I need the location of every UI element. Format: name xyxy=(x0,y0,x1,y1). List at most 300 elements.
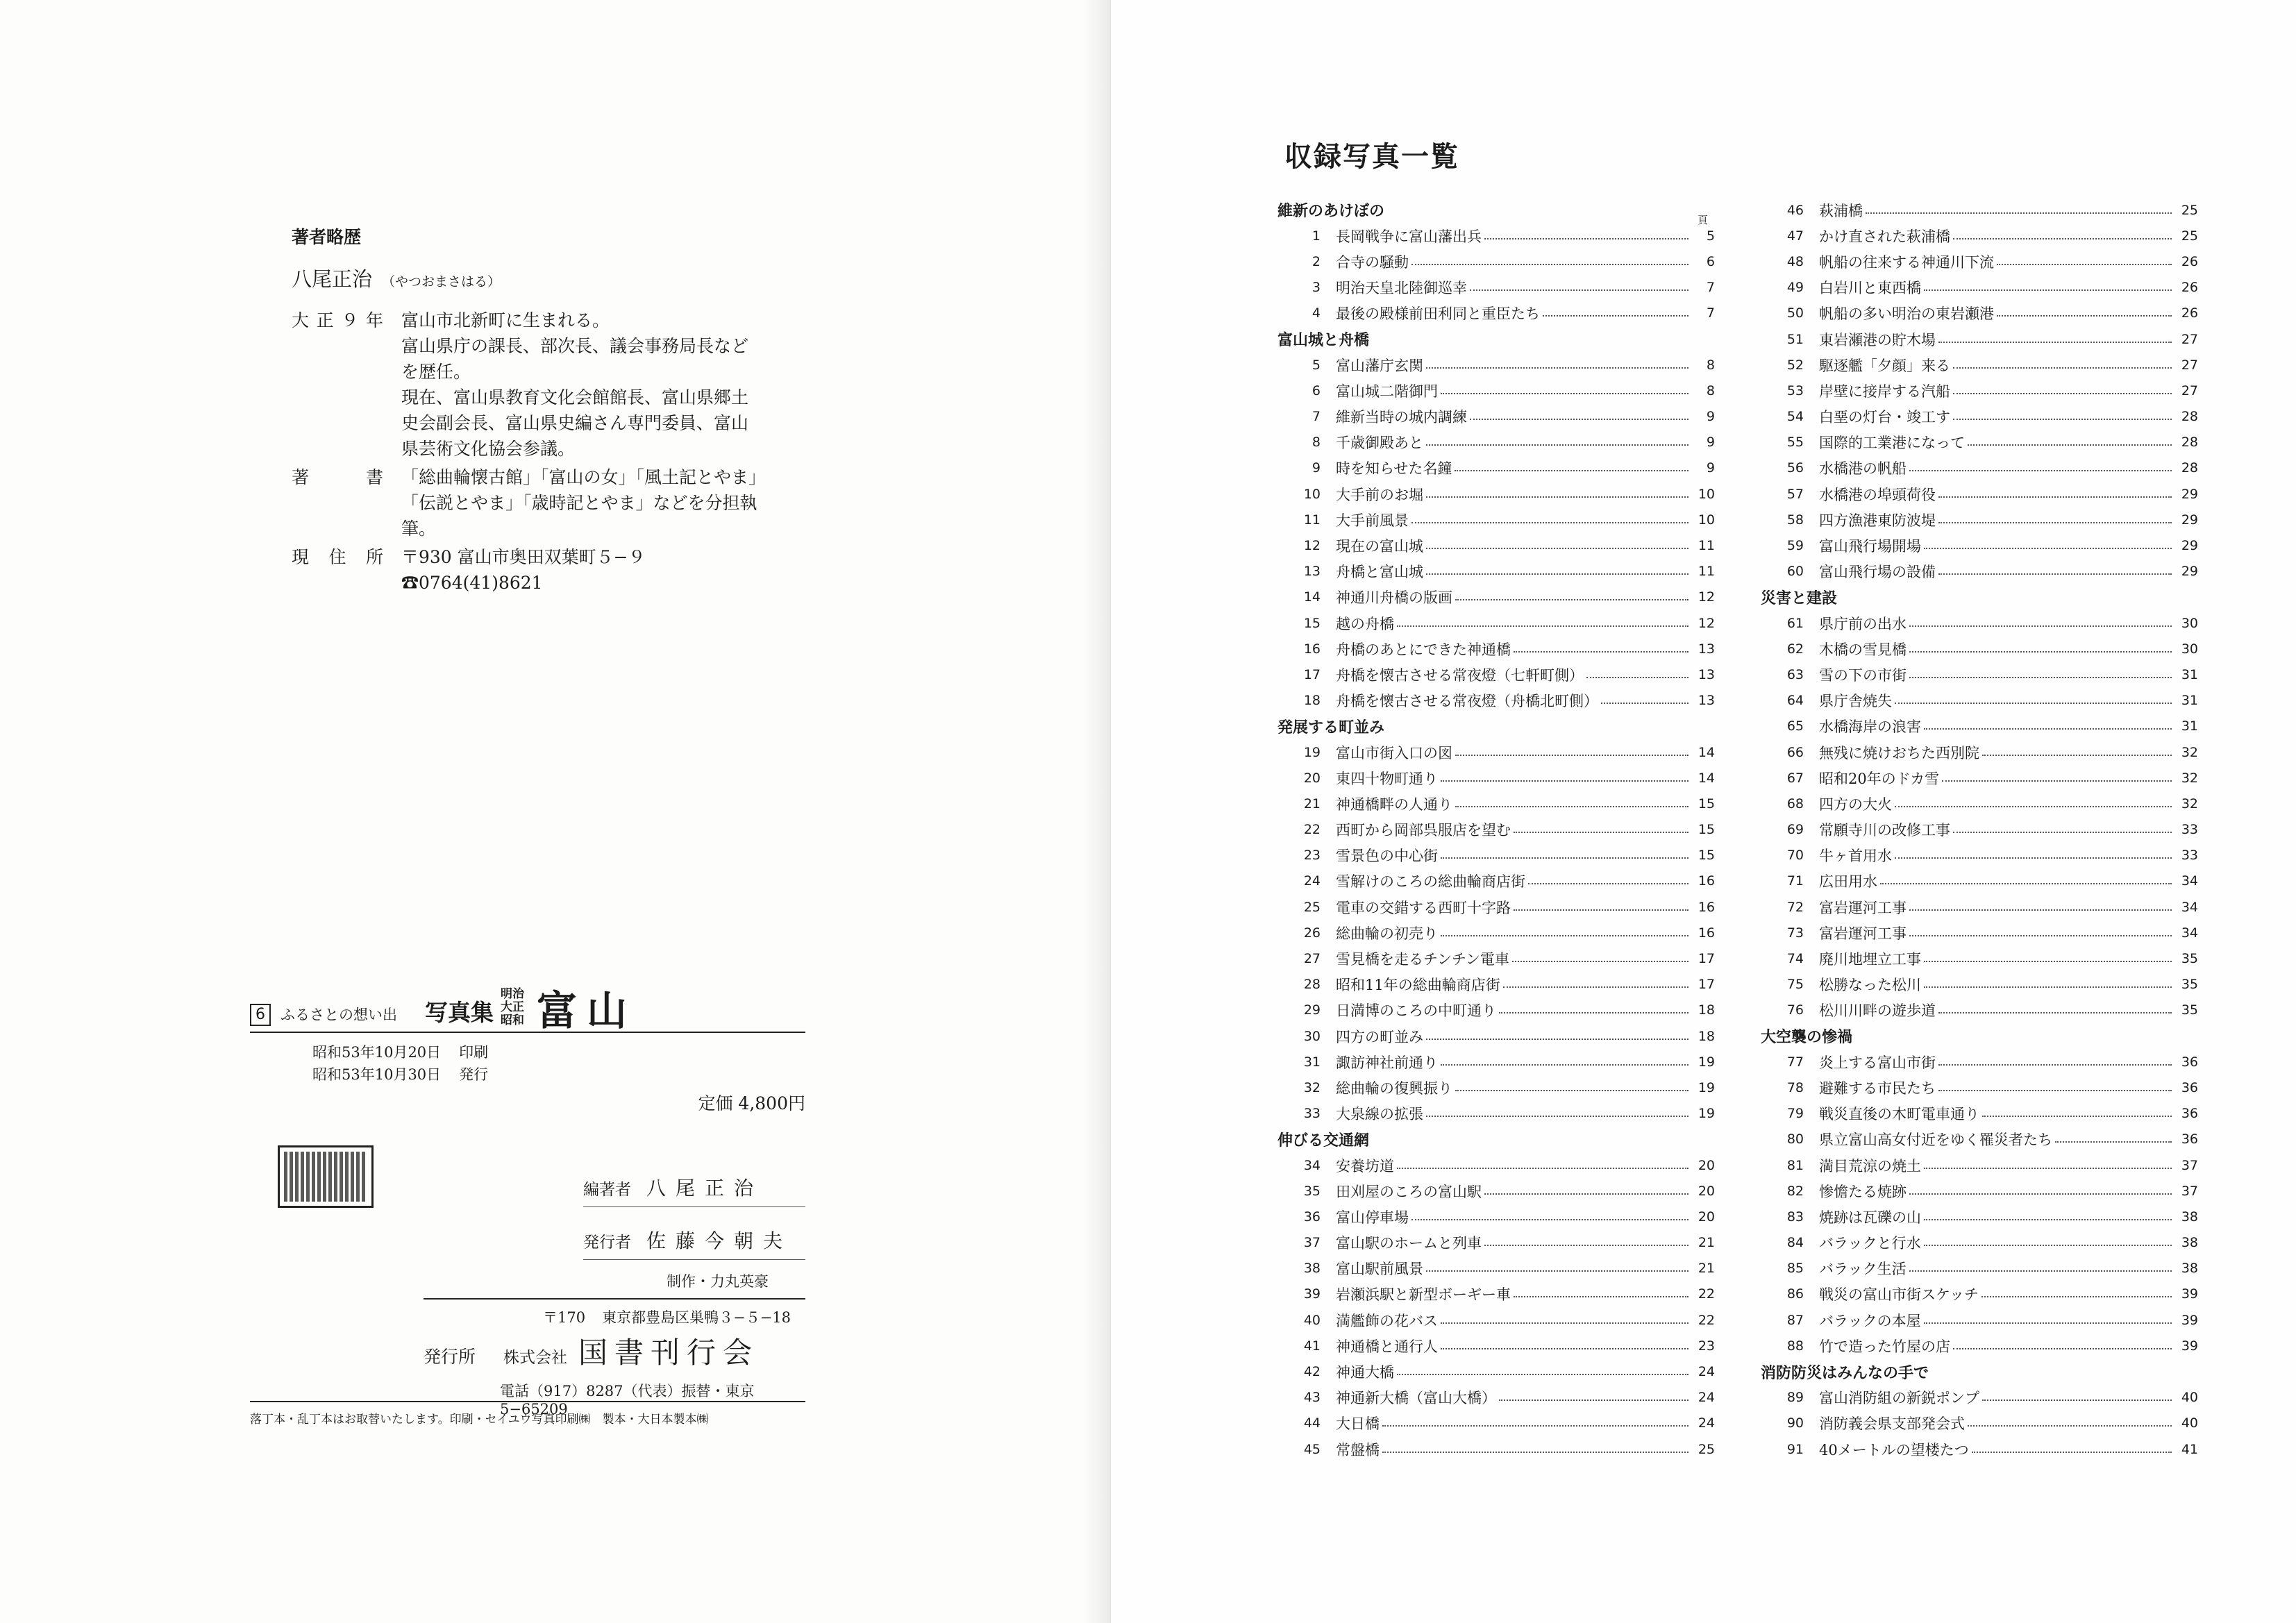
biography-row-label: 現住所 xyxy=(292,547,383,567)
contents-entry xyxy=(1277,249,1715,274)
entry-number: 37 xyxy=(1303,1235,1321,1251)
entry-title: 総曲輪の復興振り xyxy=(1336,1079,1452,1097)
biography-line: 「伝説とやま」「歳時記とやま」などを分担執 xyxy=(401,493,757,513)
entry-page: 14 xyxy=(1698,744,1715,760)
entry-number: 28 xyxy=(1303,977,1321,993)
entry-number: 4 xyxy=(1312,305,1321,321)
contents-entry xyxy=(1761,688,2198,714)
entry-page: 10 xyxy=(1698,486,1715,502)
entry-page: 41 xyxy=(2181,1441,2198,1457)
entry-leader-dots xyxy=(2055,1141,2172,1143)
contents-entry xyxy=(1277,481,1715,507)
entry-leader-dots xyxy=(1426,367,1689,369)
publish-date: 昭和53年10月30日 xyxy=(312,1066,442,1083)
entry-page: 20 xyxy=(1698,1183,1715,1199)
entry-title: 神通橋畔の人通り xyxy=(1336,796,1452,813)
entry-page: 27 xyxy=(2181,382,2198,398)
entry-number: 10 xyxy=(1303,486,1321,502)
entry-number: 44 xyxy=(1303,1415,1321,1431)
entry-leader-dots xyxy=(1586,677,1689,678)
entry-title: 神通川舟橋の版画 xyxy=(1336,589,1452,607)
entry-leader-dots xyxy=(1441,393,1689,394)
entry-number: 47 xyxy=(1786,228,1804,244)
entry-page: 35 xyxy=(2181,1002,2198,1018)
editor-name: 八尾正治 xyxy=(646,1177,764,1200)
entry-title: 無残に焼けおちた西別院 xyxy=(1819,744,1979,762)
entry-title: 諏訪神社前通り xyxy=(1336,1054,1438,1071)
contents-entry xyxy=(1277,1152,1715,1178)
biography-line: 富山県庁の課長、部次長、議会事務局長など xyxy=(401,336,749,356)
contents-entry xyxy=(1761,197,2198,223)
entry-leader-dots xyxy=(1924,1219,2172,1220)
entry-leader-dots xyxy=(1968,1425,2172,1427)
entry-number: 15 xyxy=(1303,615,1321,631)
entry-leader-dots xyxy=(1924,728,2172,730)
entry-title: バラック生活 xyxy=(1819,1261,1907,1278)
left-page xyxy=(0,0,1111,1623)
issuer-role: 発行者 xyxy=(583,1234,631,1252)
entry-leader-dots xyxy=(1441,1322,1689,1324)
entry-page: 40 xyxy=(2181,1415,2198,1431)
entry-leader-dots xyxy=(1982,1116,2172,1117)
entry-number: 34 xyxy=(1303,1157,1321,1173)
entry-leader-dots xyxy=(1909,625,2172,627)
entry-number: 9 xyxy=(1312,460,1321,476)
biography-row-label: 大正９年 xyxy=(292,310,383,330)
entry-page: 26 xyxy=(2181,253,2198,269)
contents-entry xyxy=(1761,843,2198,868)
entry-number: 42 xyxy=(1303,1364,1321,1380)
entry-title: 四方の大火 xyxy=(1819,796,1892,813)
entry-leader-dots xyxy=(1514,832,1689,833)
contents-entry xyxy=(1277,843,1715,868)
entry-title: 千歳御殿あと xyxy=(1336,435,1423,452)
contents-entry xyxy=(1761,507,2198,532)
contents-entry xyxy=(1277,636,1715,662)
editor-row xyxy=(583,1173,805,1207)
contents-entry xyxy=(1761,894,2198,920)
entry-leader-dots xyxy=(1924,986,2172,988)
entry-number: 69 xyxy=(1786,822,1804,838)
issuer-name: 佐藤今朝夫 xyxy=(646,1229,793,1252)
entry-page: 24 xyxy=(1698,1364,1715,1380)
entry-title: 昭和11年の総曲輪商店街 xyxy=(1336,977,1500,994)
entry-title: 満目荒涼の焼土 xyxy=(1819,1157,1921,1175)
entry-leader-dots xyxy=(1938,1012,2172,1014)
entry-page: 39 xyxy=(2181,1312,2198,1328)
entry-number: 32 xyxy=(1303,1079,1321,1095)
entry-page: 37 xyxy=(2181,1157,2198,1173)
contents-entry xyxy=(1277,817,1715,843)
entry-title: 牛ヶ首用水 xyxy=(1819,848,1892,865)
publication-dates xyxy=(312,1041,805,1086)
entry-title: 大泉線の拡張 xyxy=(1336,1106,1423,1123)
publisher-address: 東京都豊島区巣鴨３−５−18 xyxy=(602,1309,791,1326)
entry-title: 惨憺たる焼跡 xyxy=(1819,1183,1907,1200)
editor-line xyxy=(583,1173,805,1207)
entry-number: 33 xyxy=(1303,1106,1321,1122)
entry-title: かけ直された萩浦橋 xyxy=(1819,228,1950,245)
entry-leader-dots xyxy=(1455,470,1689,471)
entry-number: 74 xyxy=(1786,951,1804,967)
publisher-role: 発行所 xyxy=(424,1347,476,1367)
entry-page: 34 xyxy=(2181,899,2198,915)
entry-title: 水橋港の帆船 xyxy=(1819,460,1907,478)
entry-leader-dots xyxy=(1411,264,1689,265)
page-column-heading: 頁 xyxy=(1697,214,1708,226)
entry-leader-dots xyxy=(1953,419,2172,420)
entry-leader-dots xyxy=(1441,1348,1689,1349)
biography-row-body xyxy=(401,308,778,462)
entry-title: 水橋海岸の浪害 xyxy=(1819,718,1921,736)
entry-title: 戦災の富山市街スケッチ xyxy=(1819,1286,1979,1304)
entry-leader-dots xyxy=(1909,909,2172,911)
entry-leader-dots xyxy=(1426,1116,1689,1117)
biography-row xyxy=(292,308,778,462)
contents-entry xyxy=(1277,1230,1715,1256)
publisher-kind: 株式会社 xyxy=(503,1349,568,1367)
entry-title: 雪景色の中心街 xyxy=(1336,848,1438,865)
entry-title: 県立富山高女付近をゆく罹災者たち xyxy=(1819,1132,2052,1149)
entry-leader-dots xyxy=(1441,1064,1689,1066)
entry-page: 8 xyxy=(1706,357,1715,373)
entry-number: 7 xyxy=(1312,409,1321,425)
entry-leader-dots xyxy=(1382,1452,1689,1453)
entry-title: 維新当時の城内調練 xyxy=(1336,409,1467,426)
biography-line: 県芸術文化協会参議。 xyxy=(401,439,576,459)
contents-entry xyxy=(1761,1049,2198,1075)
contents-entry xyxy=(1277,404,1715,430)
entry-leader-dots xyxy=(1470,289,1689,291)
entry-title: 合寺の騒動 xyxy=(1336,253,1409,271)
entry-number: 31 xyxy=(1303,1054,1321,1070)
entry-leader-dots xyxy=(1938,522,2172,523)
entry-page: 13 xyxy=(1698,666,1715,682)
contents-entry xyxy=(1277,894,1715,920)
contents-section-heading xyxy=(1761,1023,2198,1049)
entry-leader-dots xyxy=(1953,1348,2172,1349)
contents-entry xyxy=(1761,1256,2198,1281)
entry-title: 帆船の往来する神通川下流 xyxy=(1819,253,1994,271)
entry-title: 白岩川と東西橋 xyxy=(1819,280,1921,297)
contents-entry xyxy=(1761,714,2198,739)
entry-leader-dots xyxy=(1924,289,2172,291)
entry-page: 30 xyxy=(2181,615,2198,631)
entry-number: 67 xyxy=(1786,770,1804,786)
footer-note: 落丁本・乱丁本はお取替いたします。印刷・セイユウ写真印刷㈱ 製本・大日本製本㈱ xyxy=(250,1401,805,1427)
entry-page: 39 xyxy=(2181,1286,2198,1302)
entry-page: 26 xyxy=(2181,280,2198,296)
entry-title: 廃川地埋立工事 xyxy=(1819,951,1921,968)
contents-entry xyxy=(1761,868,2198,894)
contents-entry xyxy=(1761,817,2198,843)
contents-entry xyxy=(1761,378,2198,403)
entry-number: 40 xyxy=(1303,1312,1321,1328)
issuer-row xyxy=(583,1226,805,1260)
entry-title: 富山消防組の新鋭ポンプ xyxy=(1819,1390,1979,1407)
entry-leader-dots xyxy=(1909,677,2172,678)
entry-title: 富山飛行場開場 xyxy=(1819,538,1921,555)
entry-number: 49 xyxy=(1786,280,1804,296)
biography-row xyxy=(292,464,778,541)
entry-title: 舟橋を懐古させる常夜燈（舟橋北町側） xyxy=(1336,693,1598,710)
entry-number: 14 xyxy=(1303,589,1321,605)
entry-number: 26 xyxy=(1303,925,1321,941)
entry-number: 81 xyxy=(1786,1157,1804,1173)
entry-page: 27 xyxy=(2181,357,2198,373)
entry-page: 32 xyxy=(2181,744,2198,760)
entry-number: 90 xyxy=(1786,1415,1804,1431)
entry-title: 炎上する富山市街 xyxy=(1819,1054,1936,1071)
biography-row-body xyxy=(401,464,778,541)
biography-rows xyxy=(292,308,778,596)
entry-page: 29 xyxy=(2181,538,2198,554)
entry-title: 帆船の多い明治の東岩瀬港 xyxy=(1819,305,1994,323)
entry-number: 12 xyxy=(1303,538,1321,554)
seal-stamp xyxy=(278,1145,374,1208)
entry-page: 34 xyxy=(2181,873,2198,889)
entry-title: 神通新大橋（富山大橋） xyxy=(1336,1390,1496,1407)
entry-leader-dots xyxy=(1866,212,2172,214)
entry-leader-dots xyxy=(1953,238,2172,239)
entry-title: 現在の富山城 xyxy=(1336,538,1423,555)
entry-leader-dots xyxy=(1924,548,2172,549)
production-credit: 制作・力丸英豪 xyxy=(667,1273,769,1290)
entry-number: 6 xyxy=(1312,382,1321,398)
entry-page: 38 xyxy=(2181,1235,2198,1251)
entry-leader-dots xyxy=(1880,883,2172,884)
entry-title: 明治天皇北陸御巡幸 xyxy=(1336,280,1467,297)
entry-page: 9 xyxy=(1706,409,1715,425)
entry-page: 16 xyxy=(1698,899,1715,915)
entry-number: 85 xyxy=(1786,1261,1804,1277)
entry-number: 64 xyxy=(1786,693,1804,709)
entry-page: 9 xyxy=(1706,435,1715,451)
biography-line: 筆。 xyxy=(401,519,437,539)
entry-leader-dots xyxy=(1503,986,1689,988)
era-names xyxy=(501,988,524,1027)
entry-leader-dots xyxy=(1426,444,1689,446)
entry-number: 35 xyxy=(1303,1183,1321,1199)
entry-title: 富山停車場 xyxy=(1336,1209,1409,1226)
contents-entry xyxy=(1761,765,2198,791)
entry-number: 73 xyxy=(1786,925,1804,941)
contents-entry xyxy=(1277,585,1715,610)
entry-number: 76 xyxy=(1786,1002,1804,1018)
contents-entry xyxy=(1761,455,2198,481)
contents-entry xyxy=(1277,223,1715,249)
contents-entry xyxy=(1277,1385,1715,1411)
entry-number: 71 xyxy=(1786,873,1804,889)
entry-number: 61 xyxy=(1786,615,1804,631)
entry-title: 竹で造った竹屋の店 xyxy=(1819,1338,1950,1355)
contents-entry xyxy=(1277,662,1715,687)
entry-title: 雪の下の市街 xyxy=(1819,666,1907,684)
entry-number: 86 xyxy=(1786,1286,1804,1302)
book-title: 富山 xyxy=(537,987,637,1034)
entry-page: 23 xyxy=(1698,1338,1715,1354)
entry-number: 13 xyxy=(1303,564,1321,580)
contents-entry xyxy=(1277,998,1715,1023)
contents-entry xyxy=(1277,1333,1715,1359)
entry-leader-dots xyxy=(1982,755,2172,756)
entry-title: 東四十物町通り xyxy=(1336,770,1438,787)
entry-page: 9 xyxy=(1706,460,1715,476)
entry-page: 29 xyxy=(2181,486,2198,502)
entry-page: 35 xyxy=(2181,977,2198,993)
entry-leader-dots xyxy=(1441,780,1689,782)
entry-page: 12 xyxy=(1698,615,1715,631)
entry-number: 2 xyxy=(1312,253,1321,269)
print-date-line xyxy=(312,1041,805,1063)
entry-leader-dots xyxy=(1543,315,1689,317)
entry-leader-dots xyxy=(1512,961,1689,962)
contents-entry xyxy=(1277,868,1715,894)
contents-title: 収録写真一覧 xyxy=(1284,140,1459,173)
entry-number: 70 xyxy=(1786,848,1804,864)
series-title: 写真集 xyxy=(425,999,494,1026)
entry-page: 25 xyxy=(2181,228,2198,244)
entry-page: 28 xyxy=(2181,409,2198,425)
entry-leader-dots xyxy=(1455,806,1689,807)
entry-page: 29 xyxy=(2181,564,2198,580)
contents-entry xyxy=(1761,326,2198,352)
entry-title: 西町から岡部呉服店を望む xyxy=(1336,822,1511,839)
entry-leader-dots xyxy=(1470,419,1689,420)
section-title: 災害と建設 xyxy=(1761,589,1838,607)
entry-number: 18 xyxy=(1303,693,1321,709)
entry-title: 常願寺川の改修工事 xyxy=(1819,822,1950,839)
entry-page: 17 xyxy=(1698,951,1715,967)
entry-number: 38 xyxy=(1303,1261,1321,1277)
entry-page: 31 xyxy=(2181,718,2198,734)
entry-number: 30 xyxy=(1303,1028,1321,1044)
entry-leader-dots xyxy=(1909,935,2172,936)
entry-page: 32 xyxy=(2181,796,2198,812)
entry-leader-dots xyxy=(1426,548,1689,549)
contents-entry xyxy=(1761,1178,2198,1204)
entry-leader-dots xyxy=(1484,1245,1689,1246)
section-title: 大空襲の惨禍 xyxy=(1761,1028,1853,1047)
entry-page: 40 xyxy=(2181,1390,2198,1406)
entry-title: 昭和20年のドカ雪 xyxy=(1819,770,1940,787)
entry-number: 16 xyxy=(1303,641,1321,657)
contents-entry xyxy=(1761,1411,2198,1436)
entry-page: 5 xyxy=(1706,228,1715,244)
entry-title: 富岩運河工事 xyxy=(1819,925,1907,942)
contents-entry xyxy=(1761,998,2198,1023)
entry-leader-dots xyxy=(1601,703,1689,704)
biography-line: 「総曲輪懐古館」「富山の女」「風土記とやま」 xyxy=(401,467,766,487)
entry-leader-dots xyxy=(1909,470,2172,471)
contents-entry xyxy=(1761,945,2198,971)
colophon xyxy=(250,986,805,1427)
entry-title: 40メートルの望楼たつ xyxy=(1819,1441,1969,1458)
entry-number: 48 xyxy=(1786,253,1804,269)
contents-entry xyxy=(1761,636,2198,662)
entry-page: 11 xyxy=(1698,538,1715,554)
publisher-block xyxy=(424,1298,805,1418)
publisher-address-line xyxy=(543,1306,805,1327)
entry-leader-dots xyxy=(1426,1270,1689,1272)
entry-number: 88 xyxy=(1786,1338,1804,1354)
entry-title: 岸壁に接岸する汽船 xyxy=(1819,382,1950,400)
entry-page: 18 xyxy=(1698,1028,1715,1044)
entry-title: 長岡戦争に富山藩出兵 xyxy=(1336,228,1482,245)
entry-page: 33 xyxy=(2181,848,2198,864)
contents-entry xyxy=(1277,378,1715,403)
contents-entry xyxy=(1277,1281,1715,1307)
entry-leader-dots xyxy=(1981,1296,2172,1297)
entry-title: 東岩瀬港の貯木場 xyxy=(1819,331,1936,348)
biography-row-body xyxy=(401,544,778,596)
entry-title: 富山駅のホームと列車 xyxy=(1336,1235,1482,1252)
contents-entry xyxy=(1761,430,2198,455)
series-title-line xyxy=(250,986,805,1033)
contents-entry xyxy=(1277,1178,1715,1204)
entry-leader-dots xyxy=(1895,806,2172,807)
author-biography xyxy=(292,224,778,598)
entry-page: 13 xyxy=(1698,693,1715,709)
entry-number: 3 xyxy=(1312,280,1321,296)
entry-leader-dots xyxy=(1982,1399,2172,1401)
contents-entry xyxy=(1761,972,2198,998)
entry-title: 戦災直後の木町電車通り xyxy=(1819,1106,1979,1123)
contents-section-heading xyxy=(1761,585,2198,610)
entry-number: 79 xyxy=(1786,1106,1804,1122)
entry-title: 雪見橋を走るチンチン電車 xyxy=(1336,951,1509,968)
entry-number: 68 xyxy=(1786,796,1804,812)
contents-entry xyxy=(1277,507,1715,532)
entry-page: 16 xyxy=(1698,873,1715,889)
entry-page: 35 xyxy=(2181,951,2198,967)
entry-leader-dots xyxy=(1938,573,2172,575)
entry-number: 82 xyxy=(1786,1183,1804,1199)
entry-title: 満艦飾の花バス xyxy=(1336,1312,1438,1329)
entry-leader-dots xyxy=(1938,342,2172,343)
contents-entry xyxy=(1761,1333,2198,1359)
entry-page: 30 xyxy=(2181,641,2198,657)
section-title: 維新のあけぼの xyxy=(1277,202,1385,221)
entry-page: 7 xyxy=(1706,305,1715,321)
entry-title: 県庁前の出水 xyxy=(1819,615,1907,632)
biography-heading: 著者略歴 xyxy=(292,227,362,247)
entry-leader-dots xyxy=(1938,1064,2172,1066)
contents-right-column xyxy=(1761,197,2198,1462)
entry-page: 24 xyxy=(1698,1390,1715,1406)
entry-page: 20 xyxy=(1698,1209,1715,1225)
publisher-phone: 電話（917）8287（代表）振替・東京5−65209 xyxy=(500,1383,755,1418)
entry-leader-dots xyxy=(1924,1168,2172,1169)
entry-title: 富山城二階御門 xyxy=(1336,382,1438,400)
contents-entry xyxy=(1277,1023,1715,1049)
entry-title: 大手前のお堀 xyxy=(1336,486,1423,503)
editor-role: 編著者 xyxy=(583,1181,631,1199)
entry-leader-dots xyxy=(1909,1270,2172,1272)
entry-number: 89 xyxy=(1786,1390,1804,1406)
entry-page: 22 xyxy=(1698,1312,1715,1328)
contents-entry xyxy=(1761,249,2198,274)
entry-number: 46 xyxy=(1786,202,1804,218)
entry-page: 15 xyxy=(1698,848,1715,864)
biography-row-label: 著 書 xyxy=(292,467,383,487)
section-title: 発展する町並み xyxy=(1277,718,1385,737)
entry-page: 20 xyxy=(1698,1157,1715,1173)
biography-line: を歴任。 xyxy=(401,362,471,382)
contents-entry xyxy=(1761,1385,2198,1411)
entry-number: 75 xyxy=(1786,977,1804,993)
entry-number: 5 xyxy=(1312,357,1321,373)
